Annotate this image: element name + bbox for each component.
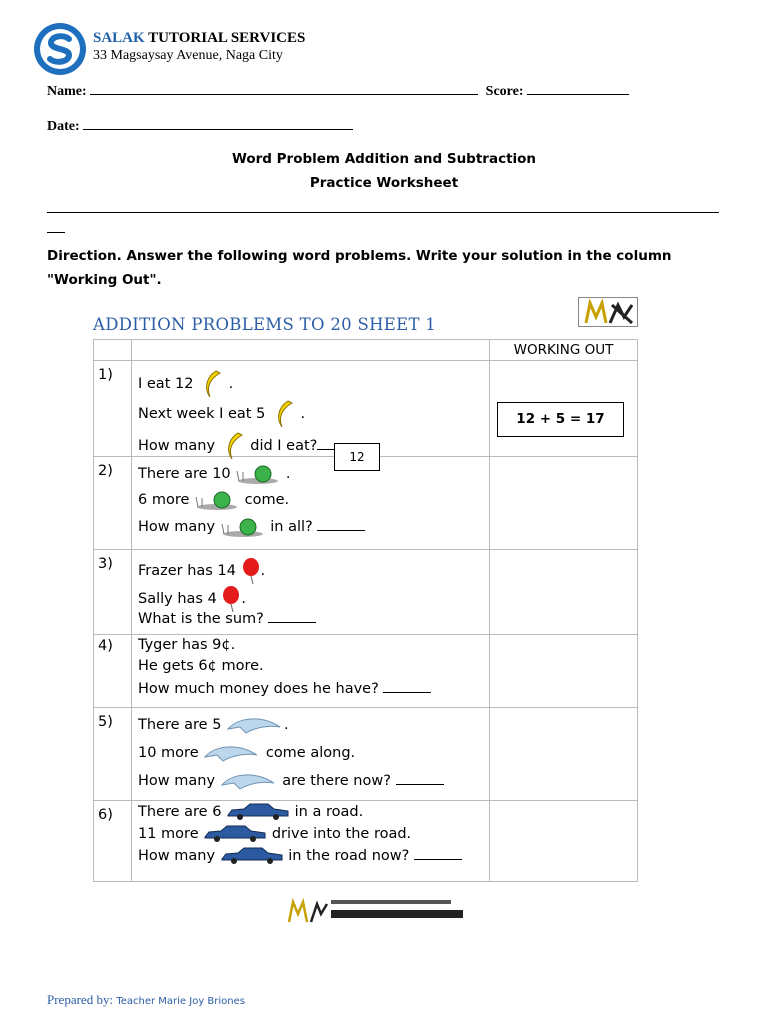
problem-number: 5)	[94, 708, 132, 801]
question-line: There are 10	[138, 466, 231, 482]
score-blank[interactable]	[527, 82, 629, 95]
table-header-row	[94, 340, 638, 361]
question-line: How many	[138, 848, 216, 864]
prepared-name: Teacher Marie Joy Briones	[116, 996, 245, 1007]
question-line: How many	[138, 773, 216, 789]
problem-question	[132, 801, 490, 882]
question-line: drive into the road.	[271, 826, 412, 842]
problem-number: 3)	[94, 550, 132, 635]
problem-number: 6)	[94, 801, 132, 882]
car-icon	[220, 847, 284, 865]
answer-blank[interactable]	[383, 680, 431, 693]
dolphin-icon	[226, 713, 284, 737]
prepared-label: Prepared by:	[47, 992, 114, 1007]
answer-blank[interactable]	[414, 847, 462, 860]
question-line: How much money does he have?	[138, 681, 379, 697]
snail-icon	[194, 489, 240, 511]
date-label: Date:	[47, 119, 80, 134]
problem-row-3	[94, 550, 638, 635]
dolphin-icon	[220, 769, 278, 793]
org-brand: SALAK	[93, 30, 145, 46]
salamander-logo-icon	[578, 297, 638, 327]
question-line: in a road.	[294, 804, 364, 820]
problem-question: Frazer has 14 . Sally has 4 . What is the sum?	[132, 550, 490, 635]
question-line: How many	[138, 438, 216, 454]
problem-number: 4)	[94, 635, 132, 708]
snail-icon	[220, 516, 266, 538]
problem-question: There are 5 . 10 more come along. How many are there now?	[132, 708, 490, 801]
snail-icon	[235, 463, 281, 485]
question-line: come.	[244, 492, 290, 508]
name-blank[interactable]	[90, 82, 478, 95]
question-line: Tyger has 9¢.	[138, 637, 236, 653]
dolphin-icon	[203, 741, 261, 765]
problem-number: 1)	[94, 361, 132, 457]
worksheet-title: Word Problem Addition and Subtraction	[231, 151, 537, 167]
sheet-title: ADDITION PROBLEMS TO 20 SHEET 1	[93, 315, 437, 334]
question-line: in all?	[270, 519, 313, 535]
problem-row-5	[94, 708, 638, 801]
date-blank[interactable]	[83, 117, 353, 130]
answer-blank[interactable]	[317, 518, 365, 531]
working-out-header: WORKING OUT	[490, 340, 638, 361]
question-line: 6 more	[138, 492, 190, 508]
question-line: in the road now?	[288, 848, 410, 864]
problem-question: I eat 12 . Next week I eat 5 . How many did I eat? 12	[132, 361, 490, 457]
banana-icon	[198, 369, 224, 399]
question-line: There are 6	[138, 804, 222, 820]
prepared-by	[47, 992, 245, 1008]
working-out-cell[interactable]	[490, 361, 638, 457]
date-field	[47, 117, 353, 135]
question-line: come along.	[265, 745, 356, 761]
answer-blank[interactable]	[396, 772, 444, 785]
answer-blank[interactable]	[268, 610, 316, 623]
question-line: 10 more	[138, 745, 199, 761]
question-line: How many	[138, 519, 216, 535]
direction-text: Direction. Answer the following word problems. Write your solution in the column "Working Out".	[47, 248, 672, 288]
question-line: I eat 12	[138, 376, 194, 392]
problem-number: 2)	[94, 457, 132, 550]
working-out-cell[interactable]	[490, 801, 638, 882]
question-line: He gets 6¢ more.	[138, 658, 264, 674]
problem-row-6	[94, 801, 638, 882]
salak-logo-icon	[33, 22, 87, 76]
question-line: are there now?	[282, 773, 391, 789]
problems-table	[93, 339, 638, 882]
car-icon	[203, 825, 267, 843]
question-line: Sally has 4	[138, 591, 217, 607]
balloon-icon	[221, 586, 241, 612]
working-answer: 12 + 5 = 17	[497, 402, 624, 437]
org-name	[93, 30, 305, 47]
score-label: Score:	[485, 84, 524, 99]
math-salamanders-logo-icon	[287, 896, 467, 924]
header-num-cell	[94, 340, 132, 361]
problem-question: There are 10 . 6 more come. How many in all?	[132, 457, 490, 550]
divider	[47, 212, 719, 213]
problem-row-1	[94, 361, 638, 457]
question-line: Frazer has 14	[138, 563, 236, 579]
name-field	[47, 82, 629, 100]
answer-fill-box[interactable]: 12	[334, 443, 380, 471]
balloon-icon	[241, 558, 261, 584]
problem-question	[132, 635, 490, 708]
name-label: Name:	[47, 84, 87, 99]
working-out-cell[interactable]	[490, 550, 638, 635]
org-rest: TUTORIAL SERVICES	[144, 30, 306, 46]
question-line: 11 more	[138, 826, 199, 842]
worksheet-subtitle: Practice Worksheet	[309, 175, 459, 191]
banana-icon	[270, 399, 296, 429]
problem-row-4	[94, 635, 638, 708]
question-line: did I eat?	[250, 438, 318, 454]
working-out-cell[interactable]	[490, 635, 638, 708]
working-out-cell[interactable]	[490, 708, 638, 801]
question-line: Next week I eat 5	[138, 406, 266, 422]
problem-row-2	[94, 457, 638, 550]
org-address: 33 Magsaysay Avenue, Naga City	[93, 48, 283, 63]
question-line: There are 5	[138, 717, 222, 733]
car-icon	[226, 803, 290, 821]
header-question-cell	[132, 340, 490, 361]
question-line: What is the sum?	[138, 611, 264, 627]
working-out-cell[interactable]	[490, 457, 638, 550]
divider-tail	[47, 232, 65, 233]
